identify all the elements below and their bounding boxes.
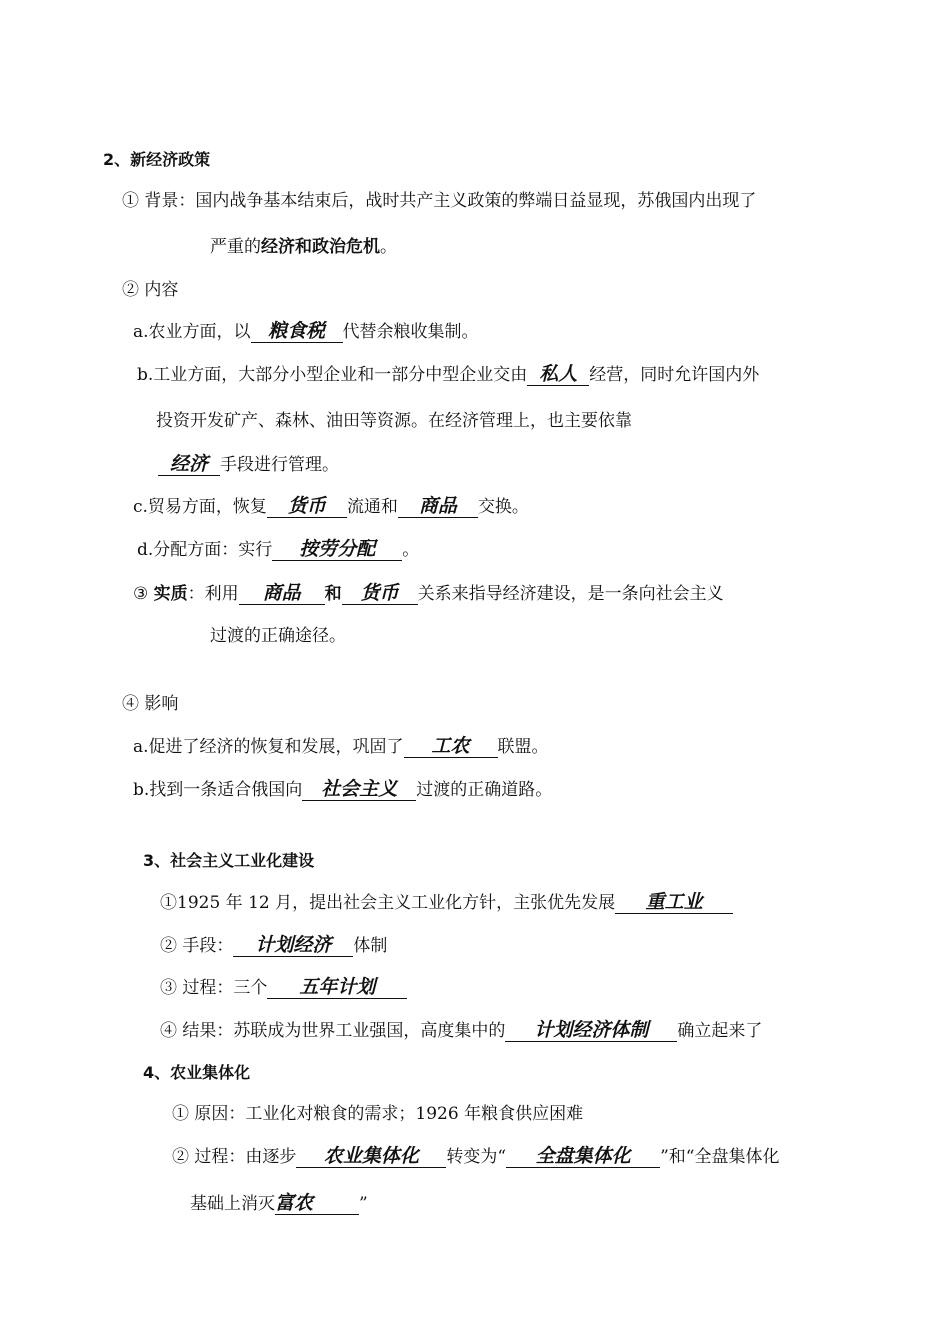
section-2-title: 2、新经济政策	[103, 150, 211, 169]
blank-heavy-industry: 重工业	[615, 891, 733, 914]
content-b: b.工业方面，大部分小型企业和一部分中型企业交由 私人 经营，同时允许国内外	[137, 363, 760, 385]
content-b-line-2: 投资开发矿产、森林、油田等资源。在经济管理上，也主要依靠	[156, 411, 632, 431]
collectivization-line-3: 基础上消灭富农 ”	[190, 1192, 368, 1214]
essence-line-2: 过渡的正确途径。	[210, 626, 346, 646]
blank-currency: 货币	[267, 495, 347, 518]
blank-rich-peasants: 富农	[275, 1192, 359, 1215]
blank-essence-commodity: 商品	[239, 582, 325, 605]
blank-socialism: 社会主义	[302, 778, 416, 801]
section-4-title: 4、农业集体化	[143, 1063, 251, 1082]
industrialization-line-2: ② 手段： 计划经济 体制	[160, 934, 388, 956]
background-line-1: ① 背景：国内战争基本结束后，战时共产主义政策的弊端日益显现，苏俄国内出现了	[122, 191, 757, 211]
impact-heading: ④ 影响	[122, 694, 179, 714]
content-b-line-3: 经济 手段进行管理。	[158, 453, 339, 476]
blank-private: 私人	[527, 363, 589, 386]
industrialization-line-4: ④ 结果：苏联成为世界工业强国，高度集中的 计划经济体制 确立起来了	[160, 1019, 763, 1041]
blank-essence-currency: 货币	[342, 582, 418, 605]
blank-economic: 经济	[158, 453, 220, 476]
industrialization-line-1: ①1925 年 12 月，提出社会主义工业化方针，主张优先发展 重工业	[160, 891, 733, 914]
blank-five-year-plan: 五年计划	[267, 976, 407, 999]
collectivization-line-1: ① 原因：工业化对粮食的需求；1926 年粮食供应困难	[172, 1104, 584, 1124]
blank-planned-economy: 计划经济	[233, 934, 353, 957]
blank-agri-collectivization: 农业集体化	[296, 1145, 446, 1168]
blank-grain-tax: 粮食税	[251, 320, 343, 343]
background-line-2: 严重的经济和政治危机。	[210, 237, 397, 257]
essence-line-1: ③ 实质：利用 商品 和 货币 关系来指导经济建设，是一条向社会主义	[133, 582, 724, 604]
section-3-title: 3、社会主义工业化建设	[143, 851, 315, 870]
collectivization-line-2: ② 过程：由逐步 农业集体化 转变为“ 全盘集体化 ”和“全盘集体化	[172, 1145, 780, 1167]
blank-full-collectivization: 全盘集体化	[506, 1145, 660, 1168]
impact-b: b.找到一条适合俄国向 社会主义 过渡的正确道路。	[133, 778, 553, 800]
industrialization-line-3: ③ 过程：三个 五年计划	[160, 976, 407, 999]
blank-planned-economy-system: 计划经济体制	[505, 1019, 677, 1042]
content-c: c.贸易方面，恢复 货币 流通和 商品 交换。	[133, 495, 529, 517]
content-d: d.分配方面：实行 按劳分配 。	[137, 538, 420, 560]
blank-worker-peasant: 工农	[404, 735, 498, 758]
blank-distribution: 按劳分配	[272, 538, 402, 561]
content-a: a.农业方面，以 粮食税 代替余粮收集制。	[133, 320, 479, 342]
content-heading: ② 内容	[122, 280, 179, 300]
impact-a: a.促进了经济的恢复和发展，巩固了 工农 联盟。	[133, 735, 549, 757]
blank-commodity: 商品	[398, 495, 478, 518]
